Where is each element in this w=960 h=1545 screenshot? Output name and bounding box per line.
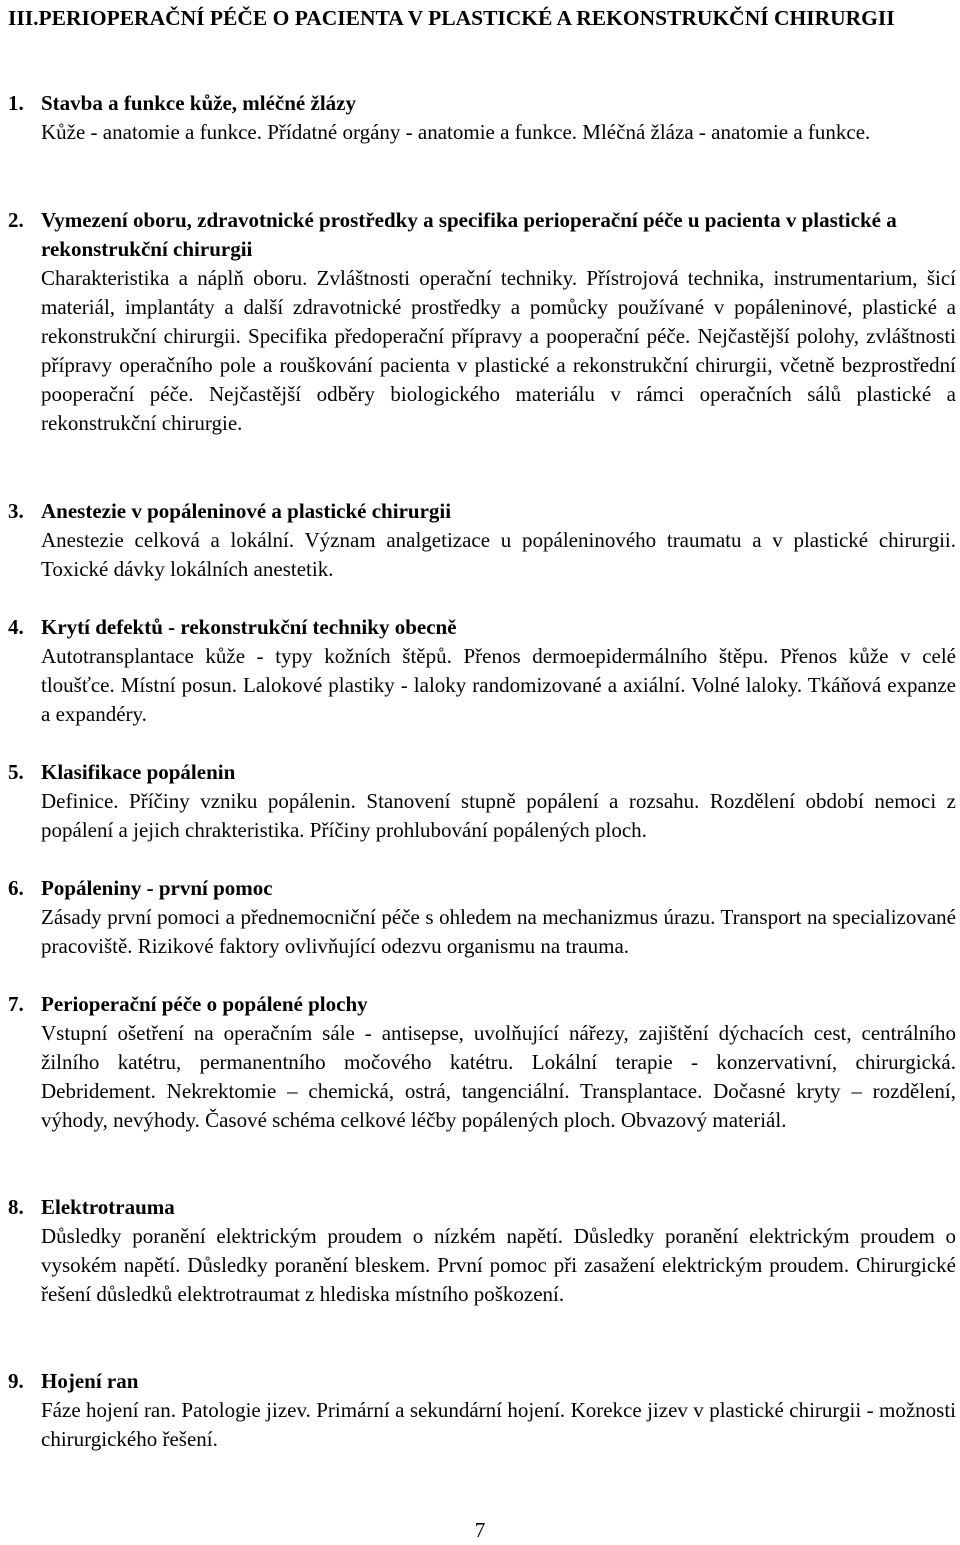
section-number: 5. <box>8 760 24 784</box>
section-1 <box>0 89 960 147</box>
section-title: Vymezení oboru, zdravotnické prostředky a specifika perioperační péče u pacienta v plastické a rekonstrukční chirurgii <box>41 208 897 261</box>
section-4 <box>0 613 960 729</box>
section-title: Popáleniny - první pomoc <box>41 876 273 900</box>
section-body: Charakteristika a náplň oboru. Zvláštnosti operační techniky. Přístrojová technika, instrumentarium, šicí materiál, implantáty a další zdravotnické prostředky a pomůcky používané v popáleninové, plastické a rekonstrukční chirurgii. Specifika předoperační přípravy a pooperační péče. Nejčastější polohy, zvláštnosti přípravy operačního pole a rouškování pacienta v plastické a rekonstrukční chirurgii, včetně bezprostřední pooperační péče. Nejčastější odběry biologického materiálu v rámci operačních sálů plastické a rekonstrukční chirurgie. <box>41 266 956 435</box>
section-title: Elektrotrauma <box>41 1195 175 1219</box>
section-3 <box>0 497 960 584</box>
section-title: Stavba a funkce kůže, mléčné žlázy <box>41 91 356 115</box>
section-title: Klasifikace popálenin <box>41 760 236 784</box>
section-number: 8. <box>8 1195 24 1219</box>
section-body: Autotransplantace kůže - typy kožních štěpů. Přenos dermoepidermálního štěpu. Přenos kůže v celé tloušťce. Místní posun. Lalokové plastiky - laloky randomizované a axiální. Volné laloky. Tkáňová expanze a expandéry. <box>41 644 956 726</box>
section-number: 7. <box>8 992 24 1016</box>
section-body: Kůže - anatomie a funkce. Přídatné orgány - anatomie a funkce. Mléčná žláza - anatomie a funkce. <box>41 120 871 144</box>
section-title: Perioperační péče o popálené plochy <box>41 992 368 1016</box>
section-number: 9. <box>8 1369 24 1393</box>
section-title: Anestezie v popáleninové a plastické chirurgii <box>41 499 452 523</box>
section-body: Zásady první pomoci a přednemocniční péče s ohledem na mechanizmus úrazu. Transport na specializované pracoviště. Rizikové faktory ovlivňující odezvu organismu na trauma. <box>41 905 956 958</box>
section-2 <box>0 206 960 438</box>
section-number: 1. <box>8 91 24 115</box>
section-body: Definice. Příčiny vzniku popálenin. Stanovení stupně popálení a rozsahu. Rozdělení období nemoci z popálení a jejich chrakteristika. Příčiny prohlubování popálených ploch. <box>41 789 956 842</box>
section-number: 3. <box>8 499 24 523</box>
section-number: 6. <box>8 876 24 900</box>
section-9 <box>0 1367 960 1454</box>
section-8 <box>0 1193 960 1309</box>
section-body: Vstupní ošetření na operačním sále - antisepse, uvolňující nářezy, zajištění dýchacích cest, centrálního žilního katétru, permanentního močového katétru. Lokální terapie - konzervativní, chirurgická. Debridement. Nekrektomie – chemická, ostrá, tangenciální. Transplantace. Dočasné kryty – rozdělení, výhody, nevýhody. Časové schéma celkové léčby popálených ploch. Obvazový materiál. <box>41 1021 956 1132</box>
section-body: Důsledky poranění elektrickým proudem o nízkém napětí. Důsledky poranění elektrickým proudem o vysokém napětí. Důsledky poranění bleskem. První pomoc při zasažení elektrickým proudem. Chirurgické řešení důsledků elektrotraumat z hlediska místního poškození. <box>41 1224 956 1306</box>
page-number: 7 <box>474 1518 486 1542</box>
section-5 <box>0 758 960 845</box>
section-title: Hojení ran <box>41 1369 139 1393</box>
section-number: 4. <box>8 615 24 639</box>
section-title: Krytí defektů - rekonstrukční techniky obecně <box>41 615 457 639</box>
section-number: 2. <box>8 208 24 232</box>
section-body: Fáze hojení ran. Patologie jizev. Primární a sekundární hojení. Korekce jizev v plastické chirurgii - možnosti chirurgického řešení. <box>41 1398 956 1451</box>
section-body: Anestezie celková a lokální. Význam analgetizace u popáleninového traumatu a v plastické chirurgii. Toxické dávky lokálních anestetik. <box>41 528 956 581</box>
section-6 <box>0 874 960 961</box>
page-title: III.PERIOPERAČNÍ PÉČE O PACIENTA V PLASTICKÉ A REKONSTRUKČNÍ CHIRURGII <box>8 6 895 30</box>
section-7 <box>0 990 960 1135</box>
